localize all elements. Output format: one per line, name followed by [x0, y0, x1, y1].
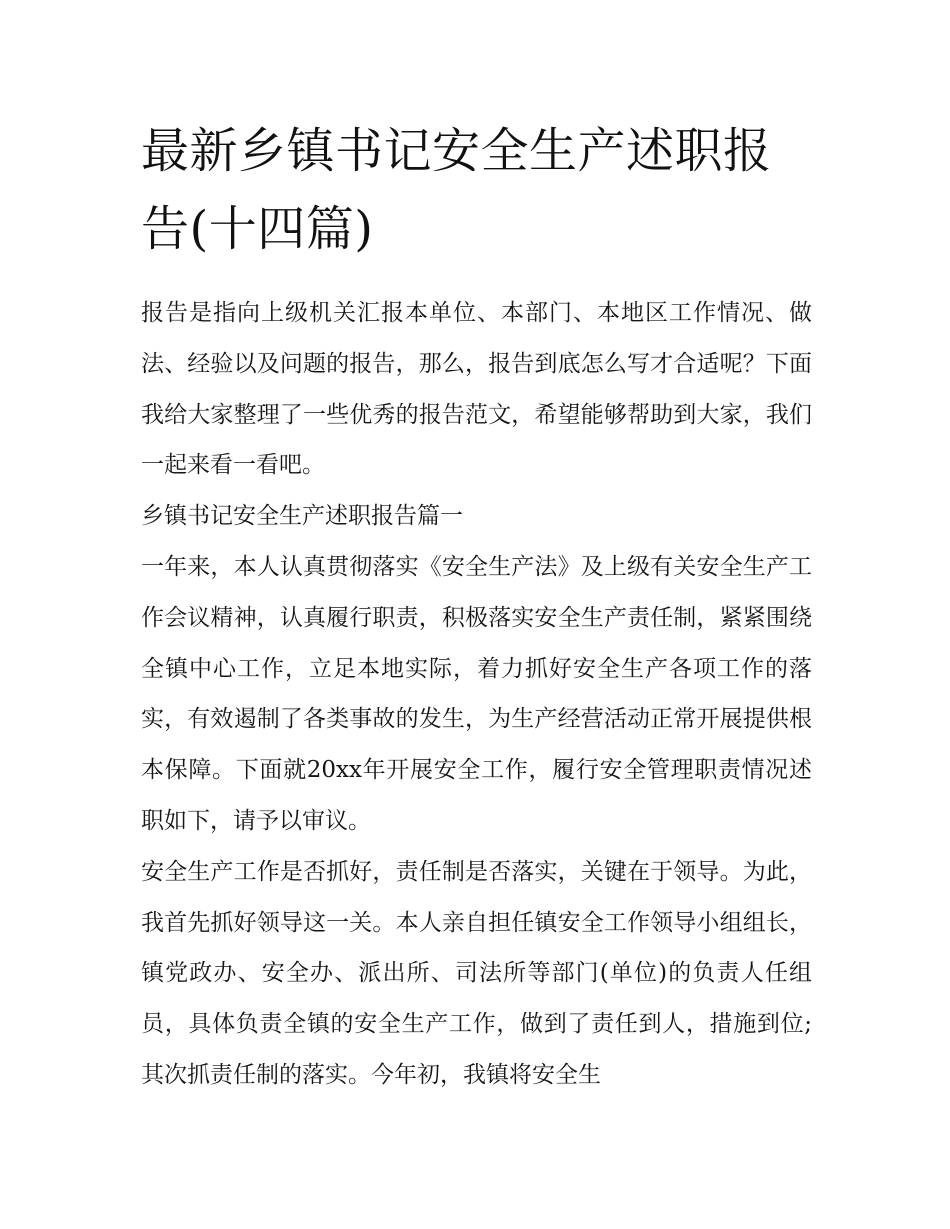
- document-title: 最新乡镇书记安全生产述职报告(十四篇): [141, 123, 772, 257]
- body-paragraph: 安全生产工作是否抓好，责任制是否落实，关键在于领导。为此，我首先抓好领导这一关。本人亲自担任镇安全工作领导小组组长，镇党政办、安全办、派出所、司法所等部门(单位)的负责人任组员，具体负责全镇的安全生产工作，做到了责任到人，措施到位;其次抓责任制的落实。今年初，我镇将安全生: [141, 858, 812, 1088]
- body-paragraph: 一年来，本人认真贯彻落实《安全生产法》及上级有关安全生产工作会议精神，认真履行职责，积极落实安全生产责任制，紧紧围绕全镇中心工作，立足本地实际，着力抓好安全生产各项工作的落实，有效遏制了各类事故的发生，为生产经营活动正常开展提供根本保障。下面就20xx年开展安全工作，履行安全管理职责情况述职如下，请予以审议。: [141, 553, 812, 834]
- section-heading: 乡镇书记安全生产述职报告篇一: [141, 503, 463, 530]
- document-body: [141, 288, 812, 1101]
- intro-paragraph: 报告是指向上级机关汇报本单位、本部门、本地区工作情况、做法、经验以及问题的报告，那么，报告到底怎么写才合适呢？下面我给大家整理了一些优秀的报告范文，希望能够帮助到大家，我们一起来看一看吧。: [141, 300, 812, 479]
